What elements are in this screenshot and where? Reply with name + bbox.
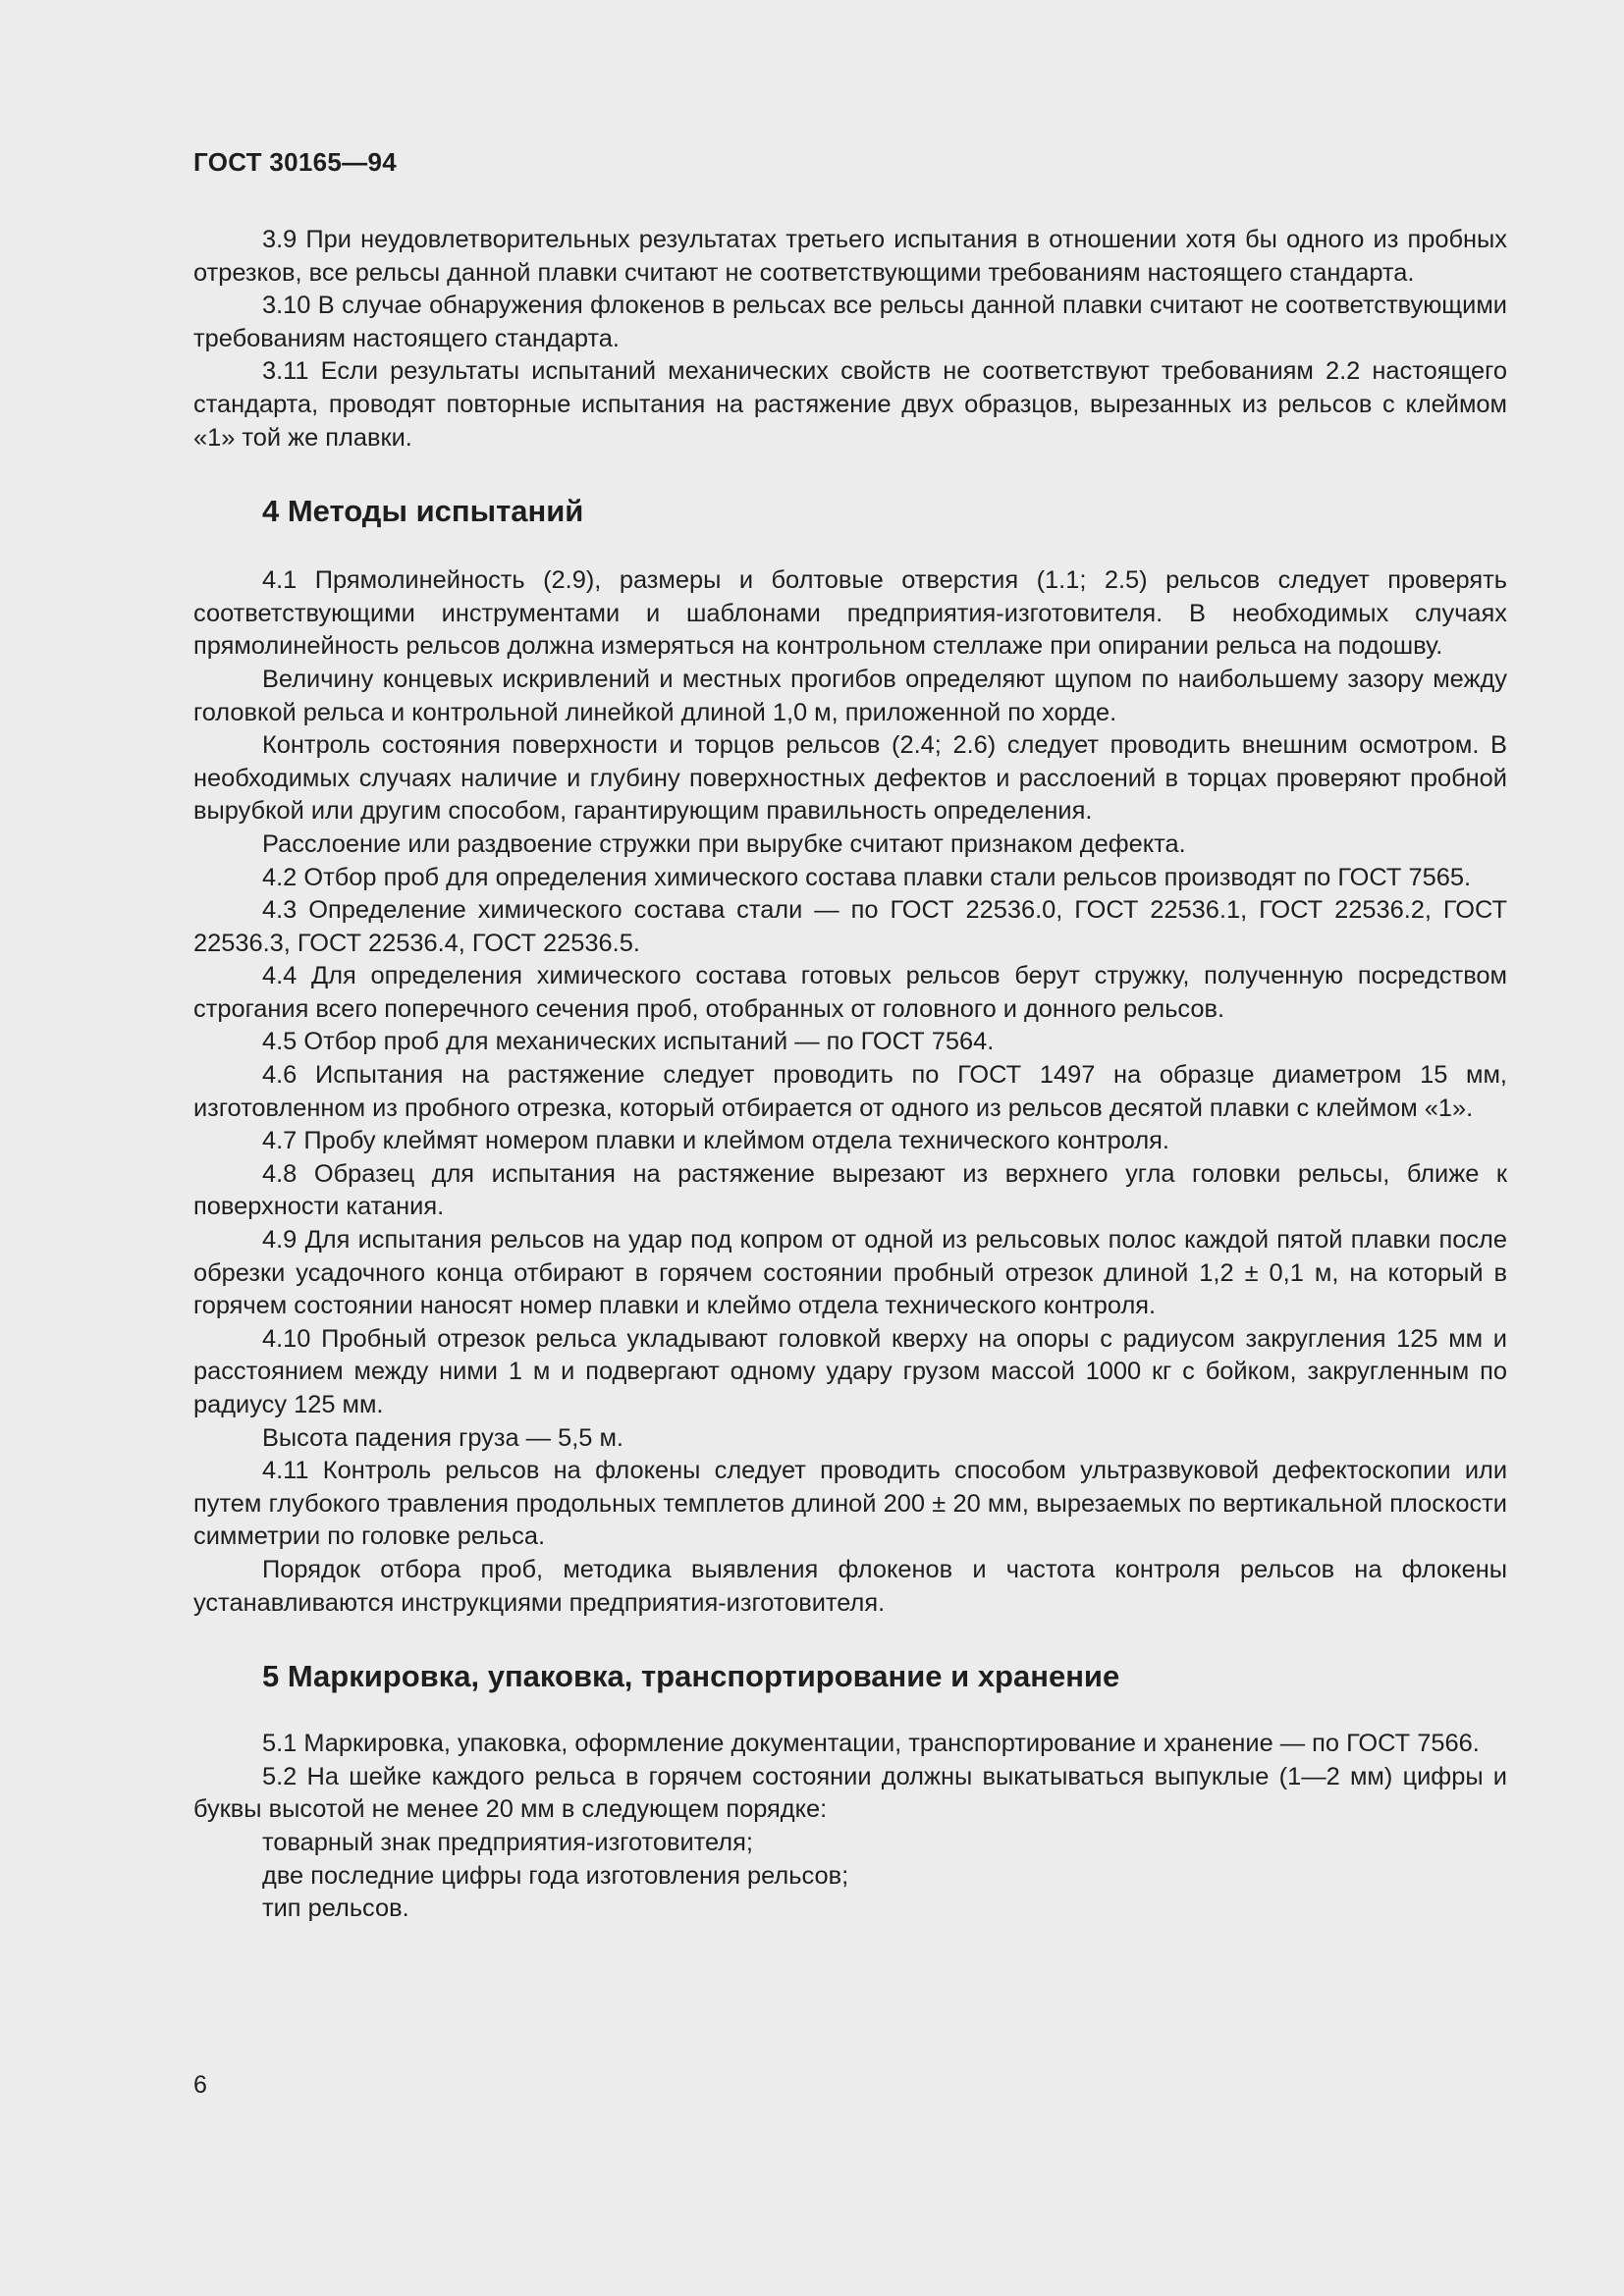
- list-item: две последние цифры года изготовления рельсов;: [262, 1861, 849, 1890]
- paragraph-4-9: 4.9 Для испытания рельсов на удар под копром от одной из рельсовых полос каждой пятой плавки после обрезки усадочного конца отбирают в горячем состоянии пробный отрезок длиной 1,2 ± 0,1 м, на который в горячем состоянии наносят номер плавки и клеймо отдела технического контроля.: [193, 1226, 1507, 1320]
- page-number: 6: [193, 2071, 207, 2099]
- paragraph-4-11-procedure: Порядок отбора проб, методика выявления флокенов и частота контроля рельсов на флокены устанавливаются инструкциями предприятия-изготовителя.: [193, 1555, 1507, 1617]
- paragraph-3-9: 3.9 При неудовлетворительных результатах третьего испытания в отношении хотя бы одного из пробных отрезков, все рельсы данной плавки считают не соответствующими требованиям настоящего стандарта.: [193, 226, 1507, 287]
- paragraph-4-7: 4.7 Пробу клеймят номером плавки и клеймом отдела технического контроля.: [262, 1127, 1169, 1155]
- paragraph-4-1-surface: Контроль состояния поверхности и торцов рельсов (2.4; 2.6) следует проводить внешним осмотром. В необходимых случаях наличие и глубину поверхностных дефектов и расслоений в торцах проверяют пробной вырубкой или другим способом, гарантирующим правильность определения.: [193, 731, 1507, 826]
- paragraph-4-2: 4.2 Отбор проб для определения химического состава плавки стали рельсов производят по ГОСТ 7565.: [262, 863, 1472, 891]
- paragraph-4-10: 4.10 Пробный отрезок рельса укладывают головкой кверху на опоры с радиусом закругления 125 мм и расстоянием между ними 1 м и подвергают одному удару грузом массой 1000 кг с бойком, закругленным по радиусу 125 мм.: [193, 1324, 1507, 1418]
- document-body: [193, 224, 1507, 1926]
- paragraph-4-1-curvature: Величину концевых искривлений и местных прогибов определяют щупом по наибольшему зазору между головкой рельса и контрольной линейкой длиной 1,0 м, приложенной по хорде.: [193, 665, 1507, 726]
- paragraph-5-1: 5.1 Маркировка, упаковка, оформление документации, транспортирование и хранение — по ГОСТ 7566.: [262, 1730, 1480, 1758]
- paragraph-5-2: 5.2 На шейке каждого рельса в горячем состоянии должны выкатываться выпуклые (1—2 мм) цифры и буквы высотой не менее 20 мм в следующем порядке:: [193, 1762, 1507, 1824]
- paragraph-4-1: 4.1 Прямолинейность (2.9), размеры и болтовые отверстия (1.1; 2.5) рельсов следует проверять соответствующими инструментами и шаблонами предприятия-изготовителя. В необходимых случаях прямолинейность рельсов должна измеряться на контрольном стеллаже при опирании рельса на подошву.: [193, 566, 1507, 661]
- paragraph-3-11: 3.11 Если результаты испытаний механических свойств не соответствуют требованиям 2.2 настоящего стандарта, проводят повторные испытания на растяжение двух образцов, вырезанных из рельсов с клеймом «1» той же плавки.: [193, 357, 1507, 452]
- list-item: тип рельсов.: [262, 1895, 409, 1923]
- section-heading-4: 4 Методы испытаний: [262, 494, 584, 529]
- paragraph-4-11: 4.11 Контроль рельсов на флокены следует проводить способом ультразвуковой дефектоскопии или путем глубокого травления продольных темплетов длиной 200 ± 20 мм, вырезаемых по вертикальной плоскости симметрии по головке рельса.: [193, 1457, 1507, 1551]
- paragraph-4-1-delamination: Расслоение или раздвоение стружки при вырубке считают признаком дефекта.: [262, 829, 1186, 858]
- paragraph-4-3: 4.3 Определение химического состава стали — по ГОСТ 22536.0, ГОСТ 22536.1, ГОСТ 22536.2, ГОСТ 22536.3, ГОСТ 22536.4, ГОСТ 22536.5.: [193, 896, 1507, 957]
- paragraph-4-4: 4.4 Для определения химического состава готовых рельсов берут стружку, полученную посредством строгания всего поперечного сечения проб, отобранных от головного и донного рельсов.: [193, 962, 1507, 1023]
- document-id: ГОСТ 30165—94: [193, 147, 397, 177]
- paragraph-4-8: 4.8 Образец для испытания на растяжение вырезают из верхнего угла головки рельсы, ближе к поверхности катания.: [193, 1159, 1507, 1221]
- section-heading-5: 5 Маркировка, упаковка, транспортирование и хранение: [262, 1659, 1120, 1694]
- list-item: товарный знак предприятия-изготовителя;: [262, 1828, 753, 1856]
- paragraph-3-10: 3.10 В случае обнаружения флокенов в рельсах все рельсы данной плавки считают не соответствующими требованиям настоящего стандарта.: [193, 292, 1507, 352]
- paragraph-4-5: 4.5 Отбор проб для механических испытаний — по ГОСТ 7564.: [262, 1028, 995, 1056]
- paragraph-4-6: 4.6 Испытания на растяжение следует проводить по ГОСТ 1497 на образце диаметром 15 мм, изготовленном из пробного отрезка, который отбирается от одного из рельсов десятой плавки с клеймом «1».: [193, 1061, 1507, 1122]
- paragraph-4-10-drop-height: Высота падения груза — 5,5 м.: [262, 1423, 623, 1452]
